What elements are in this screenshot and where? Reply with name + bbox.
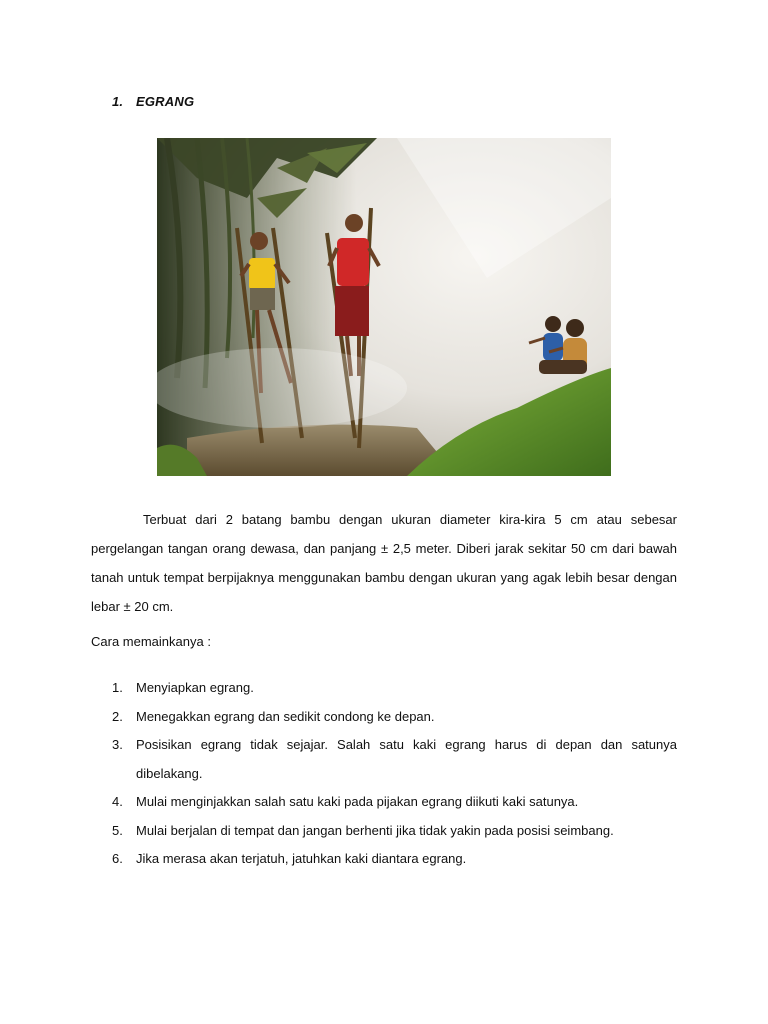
- how-to-play-heading: Cara memainkanya :: [91, 634, 211, 649]
- step-text: Menyiapkan egrang.: [136, 680, 254, 695]
- step-text: Posisikan egrang tidak sejajar. Salah satu kaki egrang harus di depan dan satunya dibelakang.: [136, 737, 677, 781]
- step-text: Menegakkan egrang dan sedikit condong ke depan.: [136, 708, 435, 724]
- step-text: Mulai menginjakkan salah satu kaki pada pijakan egrang diikuti kaki satunya.: [136, 794, 579, 809]
- list-item: [112, 845, 677, 874]
- list-item: [112, 703, 677, 732]
- list-item: [112, 817, 677, 846]
- list-item: [112, 731, 677, 788]
- step-number: 4.: [112, 794, 123, 809]
- step-number: 6.: [112, 851, 123, 866]
- step-number: 3.: [112, 737, 123, 752]
- step-number: 2.: [112, 708, 123, 724]
- description-paragraph: Terbuat dari 2 batang bambu dengan ukuran diameter kira-kira 5 cm atau sebesar pergelangan tangan orang dewasa, dan panjang ± 2,5 meter. Diberi jarak sekitar 50 cm dari bawah tanah untuk tempat berpijaknya menggunakan bambu dengan ukuran yang agak lebih besar dengan lebar ± 20 cm.: [91, 512, 677, 614]
- list-item: [112, 674, 677, 703]
- steps-list: [112, 674, 677, 874]
- step-text: Mulai berjalan di tempat dan jangan berhenti jika tidak yakin pada posisi seimbang.: [136, 822, 614, 838]
- step-number: 1.: [112, 680, 123, 695]
- step-number: 5.: [112, 822, 123, 838]
- egrang-photo: [157, 138, 611, 476]
- list-item: [112, 788, 677, 817]
- step-text: Jika merasa akan terjatuh, jatuhkan kaki diantara egrang.: [136, 851, 467, 866]
- section-heading: [112, 94, 194, 109]
- section-title: EGRANG: [136, 94, 195, 109]
- section-number: 1.: [112, 94, 124, 109]
- dust-cloud: [157, 348, 407, 428]
